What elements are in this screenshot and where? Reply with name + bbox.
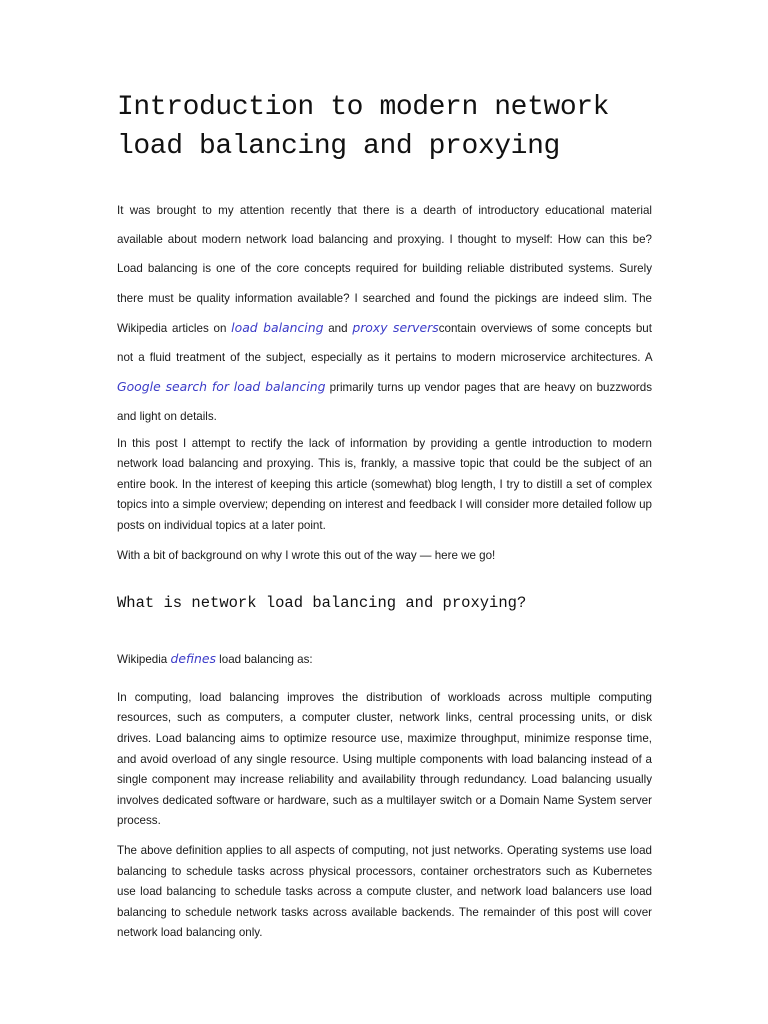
intro-text-c: primarily turns up vendor pages that are heavy on buzzwords and light on details. (117, 381, 653, 424)
intro-paragraph-3: With a bit of background on why I wrote this out of the way — here we go! (117, 548, 496, 562)
intro-and-text: and (328, 321, 348, 335)
definition-intro (117, 649, 652, 671)
link-defines[interactable]: defines (170, 651, 216, 667)
link-load-balancing[interactable]: load balancing (231, 319, 324, 335)
page-title: Introduction to modern network load balancing and proxying (117, 92, 610, 162)
article (117, 88, 652, 953)
definition-quote: In computing, load balancing improves the distribution of workloads across multiple computing resources, such as computers, a computer cluster, network links, central processing units, or disk drives. Load balancing aims to optimize resource use, maximize throughput, minimize response time, and avoid overload of any single resource. Using multiple components with load balancing instead of a single component may increase reliability and availability through redundancy. Load balancing usually involves dedicated software or hardware, such as a multilayer switch or a Domain Name System server process. (117, 690, 652, 828)
intro-paragraph-2: In this post I attempt to rectify the lack of information by providing a gentle introduction to modern network load balancing and proxying. This is, frankly, a massive topic that could be the subject of an entire book. In the interest of keeping this article (somewhat) blog length, I try to distill a set of complex topics into a simple overview; depending on interest and feedback I will consider more detailed follow up posts on individual topics at a later point. (117, 436, 652, 532)
definition-prefix: Wikipedia (117, 653, 168, 667)
section-paragraph: The above definition applies to all aspects of computing, not just networks. Operating systems use load balancing to schedule tasks across physical processors, container orchestrators such as Kubernetes use load balancing to schedule tasks across a compute cluster, and network load balancers use load balancing to schedule network tasks across available backends. The remainder of this post will cover network load balancing only. (117, 843, 652, 940)
link-google-search[interactable]: Google search for load balancing (117, 379, 326, 395)
section-heading: What is network load balancing and proxying? (117, 594, 527, 613)
link-proxy-servers[interactable]: proxy servers (352, 319, 439, 335)
intro-text-a: It was brought to my attention recently that there is a dearth of introductory educational material available about modern network load balancing and proxying. I thought to myself: How can this be? Load balancing is one of the core concepts required for building reliable distributed systems. Surely there must be quality information available? I searched and found the pickings are indeed slim. The Wikipedia articles on (117, 204, 652, 335)
intro-paragraph-1 (117, 196, 652, 432)
definition-suffix: load balancing as: (219, 653, 313, 667)
intro-text-b: contain overviews of some concepts but not a fluid treatment of the subject, especially as it pertains to modern microservice architectures. A (117, 321, 652, 365)
